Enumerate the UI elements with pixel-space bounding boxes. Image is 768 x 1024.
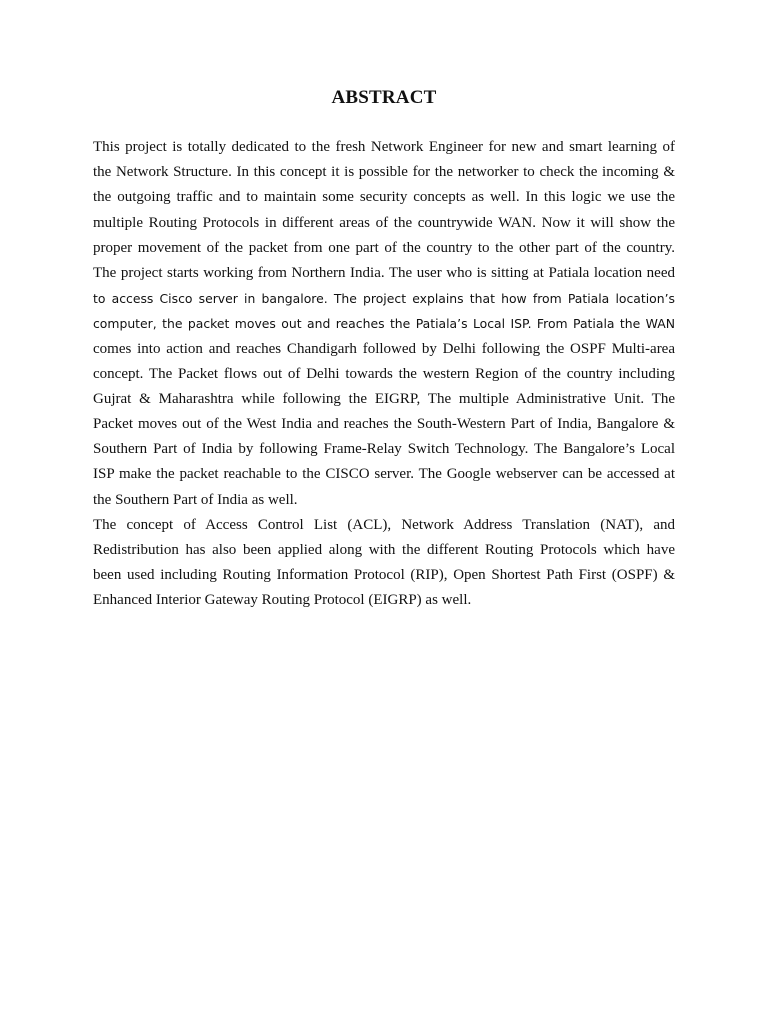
paragraph-line: to access Cisco server in bangalore. The project explains that how from Patiala location’s (93, 291, 675, 307)
paragraph-line: Southern Part of India by following Frame-Relay Switch Technology. The Bangalore’s Local (93, 441, 675, 458)
paragraph-line: the Southern Part of India as well. (93, 491, 298, 508)
abstract-body (93, 135, 675, 614)
page-title: ABSTRACT (331, 87, 437, 108)
paragraph-line: ISP make the packet reachable to the CISCO server. The Google webserver can be accessed at (93, 466, 675, 483)
paragraph-line: The project starts working from Northern India. The user who is sitting at Patiala location need (93, 264, 675, 281)
paragraph-line: the Network Structure. In this concept it is possible for the networker to check the incoming & (93, 164, 675, 181)
paragraph-line: comes into action and reaches Chandigarh followed by Delhi following the OSPF Multi-area (93, 340, 675, 357)
paragraph-line: Gujrat & Maharashtra while following the EIGRP, The multiple Administrative Unit. The (93, 390, 675, 407)
paragraph-line: been used including Routing Information Protocol (RIP), Open Shortest Path First (OSPF) & (93, 567, 675, 584)
paragraph-line: concept. The Packet flows out of Delhi towards the western Region of the country including (93, 365, 675, 382)
paragraph-line: Redistribution has also been applied along with the different Routing Protocols which have (93, 542, 675, 558)
paragraph-line: Packet moves out of the West India and reaches the South-Western Part of India, Bangalore & (93, 416, 675, 433)
paragraph-line: Enhanced Interior Gateway Routing Protocol (EIGRP) as well. (93, 592, 472, 609)
paragraph-line: computer, the packet moves out and reaches the Patiala’s Local ISP. From Patiala the WAN (93, 316, 675, 332)
paragraph-line: the outgoing traffic and to maintain some security concepts as well. In this logic we use the (93, 189, 675, 206)
paragraph-line: proper movement of the packet from one part of the country to the other part of the country. (93, 239, 675, 256)
paragraph-line: multiple Routing Protocols in different areas of the countrywide WAN. Now it will show the (93, 214, 675, 231)
paragraph-line: This project is totally dedicated to the fresh Network Engineer for new and smart learning of (93, 139, 675, 155)
paragraph-line: The concept of Access Control List (ACL), Network Address Translation (NAT), and (93, 516, 675, 533)
